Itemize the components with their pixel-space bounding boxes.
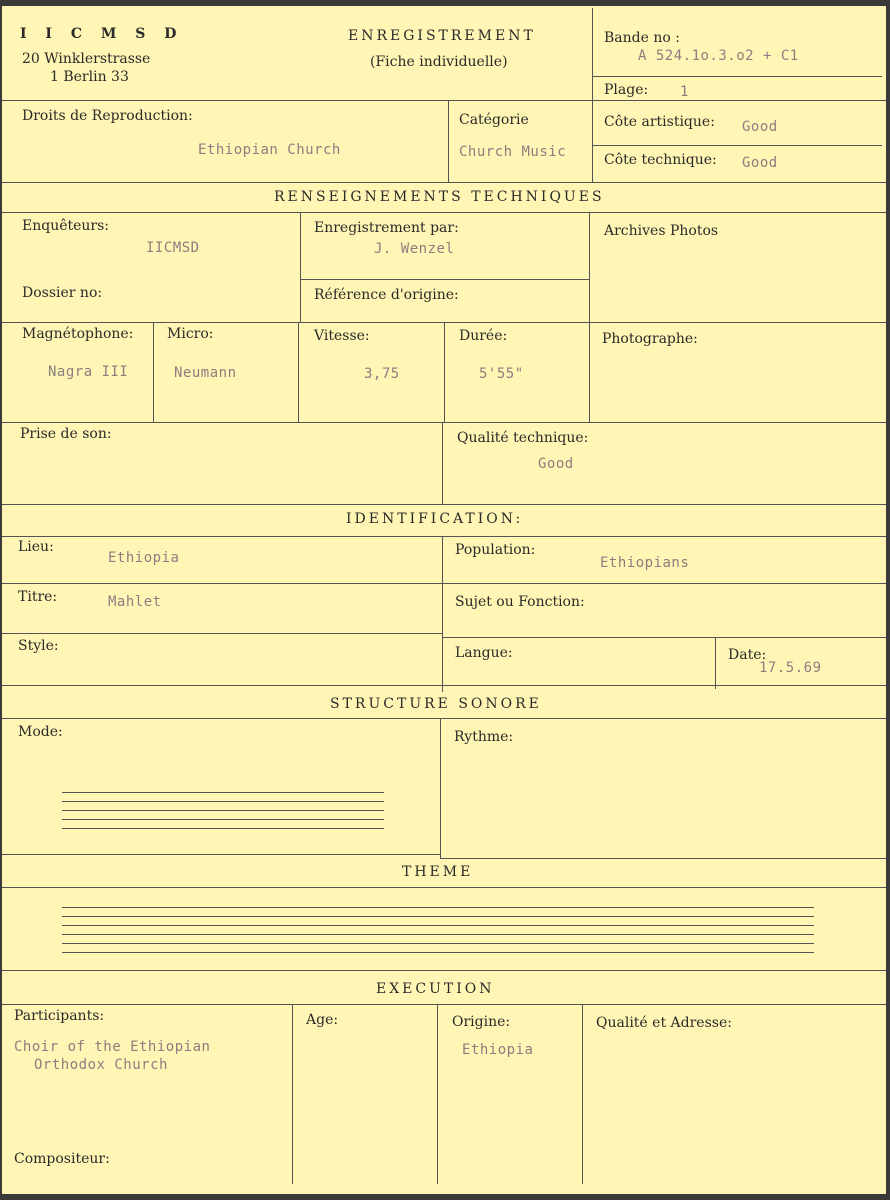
section-structure: STRUCTURE SONORE — [330, 696, 542, 712]
langue-label: Langue: — [455, 645, 513, 661]
divider — [2, 212, 886, 213]
divider — [2, 718, 886, 719]
divider — [300, 212, 301, 322]
qualite-label: Qualité technique: — [457, 430, 589, 446]
divider — [292, 1004, 293, 1184]
section-execution: EXECUTION — [376, 981, 495, 997]
form-subtitle: (Fiche individuelle) — [370, 54, 508, 70]
divider — [2, 536, 886, 537]
plage-value: 1 — [680, 84, 689, 100]
date-label: Date: — [728, 647, 767, 663]
population-label: Population: — [455, 542, 536, 558]
section-identification: IDENTIFICATION: — [346, 511, 524, 527]
qualite-adresse-label: Qualité et Adresse: — [596, 1015, 732, 1031]
archives-label: Archives Photos — [604, 223, 719, 239]
divider — [2, 504, 886, 505]
compositeur-label: Compositeur: — [14, 1151, 110, 1167]
sujet-label: Sujet ou Fonction: — [455, 594, 585, 610]
date-value: 17.5.69 — [759, 660, 822, 676]
vitesse-value: 3,75 — [364, 366, 400, 382]
participants-label: Participants: — [14, 1008, 105, 1024]
droits-label: Droits de Reproduction: — [22, 108, 193, 124]
divider — [444, 322, 445, 422]
qualite-value: Good — [538, 456, 574, 472]
prise-label: Prise de son: — [20, 426, 112, 442]
address-street: 20 Winklerstrasse — [22, 51, 151, 67]
duree-value: 5'55" — [479, 366, 524, 382]
duree-label: Durée: — [459, 328, 508, 344]
divider — [592, 8, 593, 182]
bande-value: A 524.1o.3.o2 + C1 — [638, 48, 799, 64]
section-theme: THEME — [402, 864, 474, 880]
divider — [589, 212, 590, 422]
vitesse-label: Vitesse: — [314, 328, 370, 344]
population-value: Ethiopians — [600, 555, 690, 571]
reference-label: Référence d'origine: — [314, 287, 459, 303]
mode-label: Mode: — [18, 724, 63, 740]
bande-label: Bande no : — [604, 30, 680, 46]
enregistrement-label: Enregistrement par: — [314, 220, 459, 236]
cote-technique-label: Côte technique: — [604, 152, 717, 168]
enqueteurs-value: IICMSD — [146, 240, 200, 256]
org-logo: I I C M S D — [20, 26, 184, 42]
photographe-label: Photographe: — [602, 331, 698, 347]
address-city: 1 Berlin 33 — [50, 69, 129, 85]
divider — [2, 633, 442, 634]
categorie-value: Church Music — [459, 144, 567, 160]
droits-value: Ethiopian Church — [198, 142, 341, 158]
magnetophone-label: Magnétophone: — [22, 326, 134, 342]
enqueteurs-label: Enquêteurs: — [22, 218, 110, 234]
divider — [298, 322, 299, 422]
enregistrement-value: J. Wenzel — [374, 241, 455, 257]
titre-value: Mahlet — [108, 594, 162, 610]
divider — [2, 100, 886, 101]
micro-value: Neumann — [174, 365, 237, 381]
dossier-label: Dossier no: — [22, 285, 103, 301]
cote-artistique-label: Côte artistique: — [604, 114, 715, 130]
divider — [442, 536, 443, 692]
divider — [2, 887, 886, 888]
divider — [448, 100, 449, 182]
divider — [2, 583, 886, 584]
divider — [437, 1004, 438, 1184]
titre-label: Titre: — [18, 589, 58, 605]
cote-artistique-value: Good — [742, 119, 778, 135]
divider — [300, 279, 589, 280]
divider — [2, 1004, 886, 1005]
divider — [2, 970, 886, 971]
divider — [2, 422, 886, 423]
divider — [592, 145, 882, 146]
lieu-label: Lieu: — [18, 539, 54, 555]
divider — [442, 422, 443, 504]
participants-line-2: Orthodox Church — [34, 1057, 168, 1073]
plage-label: Plage: — [604, 82, 649, 98]
section-technique: RENSEIGNEMENTS TECHNIQUES — [274, 189, 605, 205]
style-label: Style: — [18, 638, 59, 654]
divider — [715, 637, 716, 689]
cote-technique-value: Good — [742, 155, 778, 171]
divider — [440, 718, 441, 858]
divider — [2, 854, 440, 855]
rythme-label: Rythme: — [454, 729, 514, 745]
divider — [440, 858, 886, 859]
index-card — [2, 6, 886, 1194]
participants-line-1: Choir of the Ethiopian — [14, 1039, 211, 1055]
origine-value: Ethiopia — [462, 1042, 534, 1058]
lieu-value: Ethiopia — [108, 550, 180, 566]
divider — [592, 76, 882, 77]
age-label: Age: — [306, 1012, 339, 1028]
micro-label: Micro: — [167, 326, 214, 342]
categorie-label: Catégorie — [459, 112, 529, 128]
divider — [2, 685, 886, 686]
divider — [442, 637, 886, 638]
magnetophone-value: Nagra III — [48, 364, 129, 380]
origine-label: Origine: — [452, 1014, 511, 1030]
form-title: ENREGISTREMENT — [348, 28, 536, 44]
divider — [582, 1004, 583, 1184]
divider — [2, 182, 886, 183]
divider — [153, 322, 154, 422]
